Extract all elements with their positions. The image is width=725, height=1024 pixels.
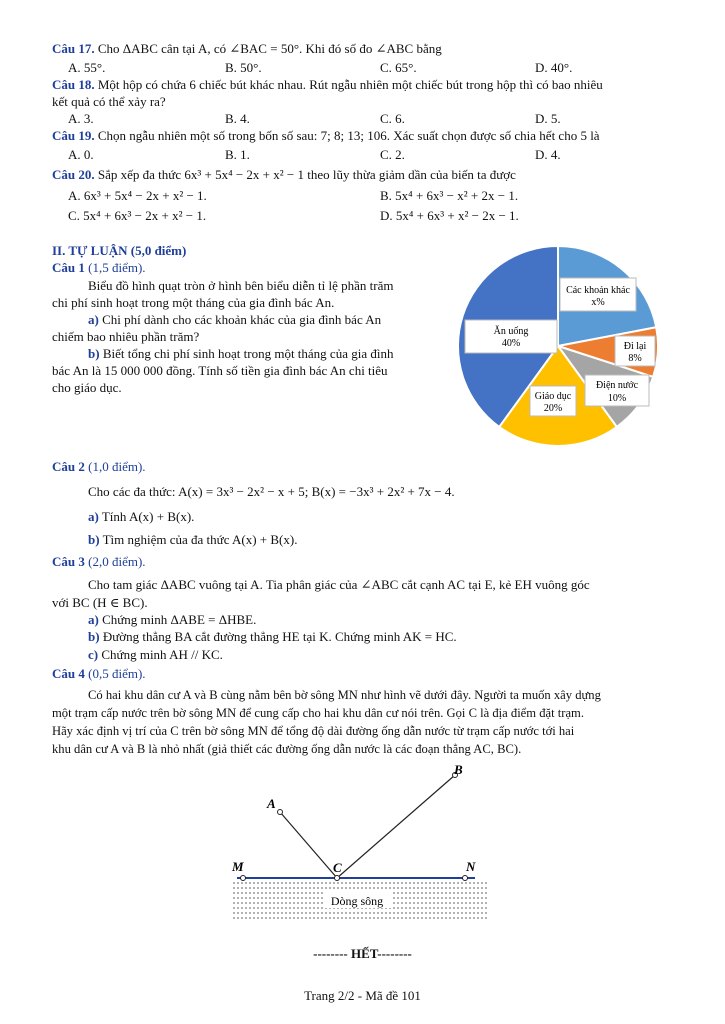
q18-num: Câu 18. (52, 77, 95, 92)
q20-num: Câu 20. (52, 167, 95, 182)
cau3-intro2: với BC (H ∈ BC). (52, 595, 148, 610)
label-utilities-name: Điện nước (595, 380, 639, 391)
cau3-c-text: Chứng minh AH // KC. (101, 647, 223, 662)
cau2-a (88, 509, 194, 525)
cau2-points: (1,0 điểm). (88, 459, 146, 474)
label-other (560, 278, 636, 311)
point-b-label: B (454, 762, 463, 777)
cau4-points: (0,5 điểm). (88, 666, 146, 681)
cau1-line7: cho giáo dục. (52, 380, 122, 395)
q17-opt-c: C. 65°. (380, 60, 417, 75)
cau1-line4: chiếm bao nhiêu phần trăm? (52, 329, 200, 344)
q18-opt-a: A. 3. (68, 111, 94, 126)
label-travel-name: Đi lại (623, 341, 647, 352)
q17-opt-a: A. 55°. (68, 60, 106, 75)
label-utilities-value: 10% (607, 393, 627, 404)
cau2-a-text: Tính A(x) + B(x). (101, 509, 195, 524)
cau3-header (52, 554, 146, 570)
point-a-label: A (267, 796, 276, 811)
cau3-c (88, 647, 223, 663)
end-marker: -------- HẾT-------- (313, 946, 412, 961)
q19-opt-a: A. 0. (68, 147, 94, 162)
label-other-name: Các khoản khác (566, 285, 630, 296)
cau2-b-text: Tìm nghiệm của đa thức A(x) + B(x). (102, 532, 298, 547)
question-17 (52, 41, 442, 57)
cau1-line1: Biểu đồ hình quạt tròn ở hình bên biểu diễn tỉ lệ phần trăm (88, 278, 394, 293)
cau1-line6: bác An là 15 000 000 đồng. Tính số tiền gia đình bác An chi tiêu (52, 363, 388, 378)
cau1-a-label: a) (88, 312, 99, 327)
label-food-value: 40% (501, 338, 521, 349)
q18-text2: kết quả có thể xảy ra? (52, 94, 166, 109)
label-travel-value: 8% (628, 353, 642, 364)
point-m-label: M (232, 859, 244, 874)
cau1-label: Câu 1 (52, 260, 85, 275)
q19-opt-c: C. 2. (380, 147, 405, 162)
label-travel (615, 336, 655, 366)
river-label: Dòng sông (330, 894, 384, 908)
q17-opt-b: B. 50°. (225, 60, 262, 75)
cau2-b (88, 532, 297, 548)
q19-num: Câu 19. (52, 128, 95, 143)
pie-chart (455, 243, 670, 453)
cau2-label: Câu 2 (52, 459, 85, 474)
q18-opt-b: B. 4. (225, 111, 250, 126)
cau3-a (88, 612, 256, 628)
cau1-line3: Chi phí dành cho các khoản khác của gia đình bác An (102, 312, 382, 327)
q17-num: Câu 17. (52, 41, 95, 56)
cau1-b (88, 346, 393, 362)
question-18 (52, 77, 603, 93)
label-education-value: 20% (543, 403, 563, 414)
point-n-label: N (466, 859, 476, 874)
question-20 (52, 167, 516, 183)
q17-text: Cho ΔABC cân tại A, có ∠BAC = 50°. Khi đó số đo ∠ABC bằng (97, 41, 442, 56)
cau3-b-text: Đường thẳng BA cắt đường thẳng HE tại K. Chứng minh AK = HC. (102, 629, 457, 644)
q18-text: Một hộp có chứa 6 chiếc bút khác nhau. Rút ngẫu nhiên một chiếc bút trong hộp thì có bao nhiêu (97, 77, 603, 92)
cau1-a (88, 312, 381, 328)
page-footer: Trang 2/2 - Mã đề 101 (304, 988, 421, 1003)
q20-opt-a: A. 6x³ + 5x⁴ − 2x + x² − 1. (68, 188, 207, 203)
cau1-b-label: b) (88, 346, 100, 361)
q20-opt-b: B. 5x⁴ + 6x³ − x² + 2x − 1. (380, 188, 519, 203)
cau4-l3: Hãy xác định vị trí của C trên bờ sông MN để tổng độ dài đường ống dẫn nước từ trạm cấp nước tới hai (52, 724, 575, 738)
cau1-points: (1,5 điểm). (88, 260, 146, 275)
cau3-a-label: a) (88, 612, 99, 627)
cau3-c-label: c) (88, 647, 99, 662)
label-education (530, 386, 576, 416)
q19-text: Chọn ngẫu nhiên một số trong bốn số sau: 7; 8; 13; 106. Xác suất chọn được số chia hết cho 5 là (97, 128, 600, 143)
label-utilities (585, 375, 649, 406)
segment-bc (337, 775, 455, 878)
q19-opt-d: D. 4. (535, 147, 561, 162)
question-19 (52, 128, 600, 144)
cau1-line2: chi phí sinh hoạt trong một tháng của gia đình bác An. (52, 295, 335, 310)
cau2-header (52, 459, 146, 475)
cau2-a-label: a) (88, 509, 99, 524)
q20-text: Sắp xếp đa thức 6x³ + 5x⁴ − 2x + x² − 1 theo lũy thừa giảm dần của biến ta được (97, 167, 516, 182)
cau3-points: (2,0 điểm). (88, 554, 146, 569)
q19-opt-b: B. 1. (225, 147, 250, 162)
q20-opt-d: D. 5x⁴ + 6x³ + x² − 2x − 1. (380, 208, 519, 223)
label-food (465, 320, 557, 353)
cau3-intro1: Cho tam giác ΔABC vuông tại A. Tia phân giác của ∠ABC cắt cạnh AC tại E, kẻ EH vuông góc (88, 577, 590, 592)
cau4-l1: Có hai khu dân cư A và B cùng nằm bên bờ sông MN như hình vẽ dưới đây. Người ta muốn xây dựng (88, 688, 601, 702)
river-figure (225, 760, 495, 925)
section-heading: II. TỰ LUẬN (5,0 điểm) (52, 243, 187, 258)
cau4-label: Câu 4 (52, 666, 85, 681)
q20-opt-c: C. 5x⁴ + 6x³ − 2x + x² − 1. (68, 208, 207, 223)
q18-opt-c: C. 6. (380, 111, 405, 126)
cau2-intro: Cho các đa thức: A(x) = 3x³ − 2x² − x + 5; B(x) = −3x³ + 2x² + 7x − 4. (88, 484, 455, 499)
cau4-l4: khu dân cư A và B là nhỏ nhất (giả thiết các đường ống dẫn nước là các đoạn thẳng AC, BC). (52, 742, 522, 756)
cau4-header (52, 666, 146, 682)
cau3-a-text: Chứng minh ΔABE = ΔHBE. (102, 612, 257, 627)
label-education-name: Giáo dục (534, 391, 572, 402)
cau4-l2: một trạm cấp nước trên bờ sông MN để cung cấp cho hai khu dân cư nói trên. Gọi C là địa điểm đặt trạm. (52, 706, 584, 720)
cau3-label: Câu 3 (52, 554, 85, 569)
cau3-b-label: b) (88, 629, 100, 644)
cau2-b-label: b) (88, 532, 100, 547)
q17-opt-d: D. 40°. (535, 60, 573, 75)
cau3-b (88, 629, 457, 645)
label-food-name: Ăn uống (493, 326, 529, 337)
cau1-line5: Biết tổng chi phí sinh hoạt trong một tháng của gia đình (102, 346, 394, 361)
cau1-header (52, 260, 146, 276)
label-other-value: x% (591, 297, 605, 308)
q18-opt-d: D. 5. (535, 111, 561, 126)
segment-ac (280, 812, 337, 878)
point-c-label: C (333, 860, 342, 875)
